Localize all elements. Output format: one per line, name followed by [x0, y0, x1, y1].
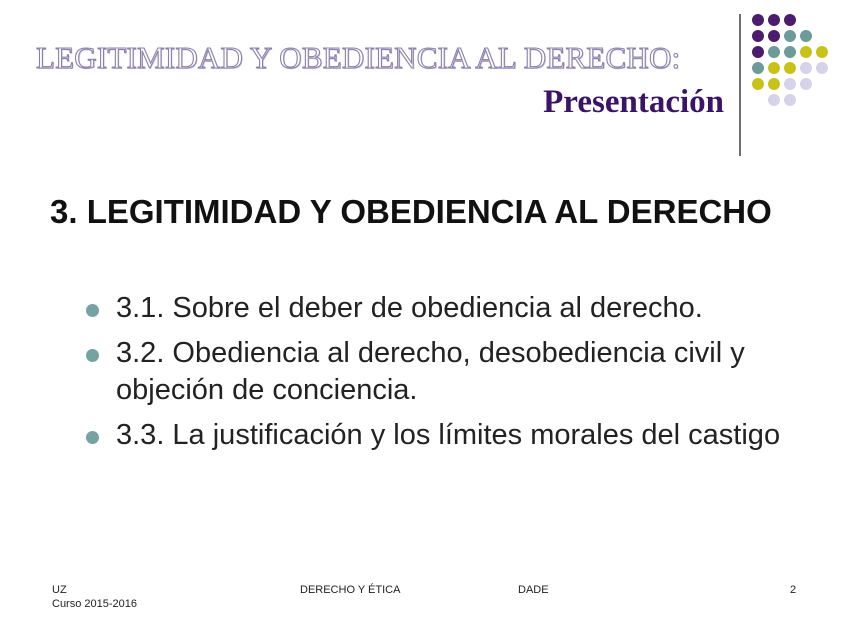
decorative-dot	[752, 14, 764, 26]
decorative-dot	[784, 46, 796, 58]
decorative-dot	[768, 78, 780, 90]
decorative-dot	[800, 62, 812, 74]
decorative-dot	[768, 46, 780, 58]
header-divider	[739, 14, 741, 156]
decorative-dot	[768, 14, 780, 26]
slide-header-title: LEGITIMIDAD Y OBEDIENCIA AL DERECHO:	[36, 40, 681, 75]
section-heading: 3. LEGITIMIDAD Y OBEDIENCIA AL DERECHO	[50, 193, 772, 230]
bullet-list	[80, 290, 820, 462]
decorative-dot	[752, 78, 764, 90]
decorative-dot	[784, 14, 796, 26]
footer-page-number: 2	[790, 584, 797, 596]
decorative-dot	[752, 46, 764, 58]
decorative-dot	[768, 94, 780, 106]
footer-org: UZ	[52, 584, 67, 596]
decorative-dot	[768, 30, 780, 42]
bullet-text: 3.3. La justificación y los límites morales del castigo	[116, 419, 781, 451]
bullet-dot-icon	[86, 304, 99, 317]
decorative-dot-grid	[752, 10, 832, 140]
footer-course: Curso 2015-2016	[52, 598, 138, 610]
decorative-dot	[768, 62, 780, 74]
decorative-dot	[784, 30, 796, 42]
decorative-dot	[784, 78, 796, 90]
decorative-dot	[800, 30, 812, 42]
decorative-dot	[784, 94, 796, 106]
decorative-dot	[800, 46, 812, 58]
footer-subject: DERECHO Y ÉTICA	[300, 584, 401, 596]
slide-subtitle: Presentación	[543, 84, 724, 120]
footer-program: DADE	[518, 584, 549, 596]
bullet-text: 3.2. Obediencia al derecho, desobediencia civil y objeción de conciencia.	[116, 337, 745, 406]
decorative-dot	[816, 62, 828, 74]
decorative-dot	[752, 30, 764, 42]
bullet-item	[80, 290, 820, 327]
bullet-item	[80, 417, 820, 454]
decorative-dot	[816, 46, 828, 58]
bullet-text: 3.1. Sobre el deber de obediencia al derecho.	[116, 292, 703, 324]
bullet-dot-icon	[86, 431, 99, 444]
bullet-item	[80, 335, 820, 409]
bullet-dot-icon	[86, 349, 99, 362]
decorative-dot	[752, 62, 764, 74]
decorative-dot	[800, 78, 812, 90]
decorative-dot	[784, 62, 796, 74]
